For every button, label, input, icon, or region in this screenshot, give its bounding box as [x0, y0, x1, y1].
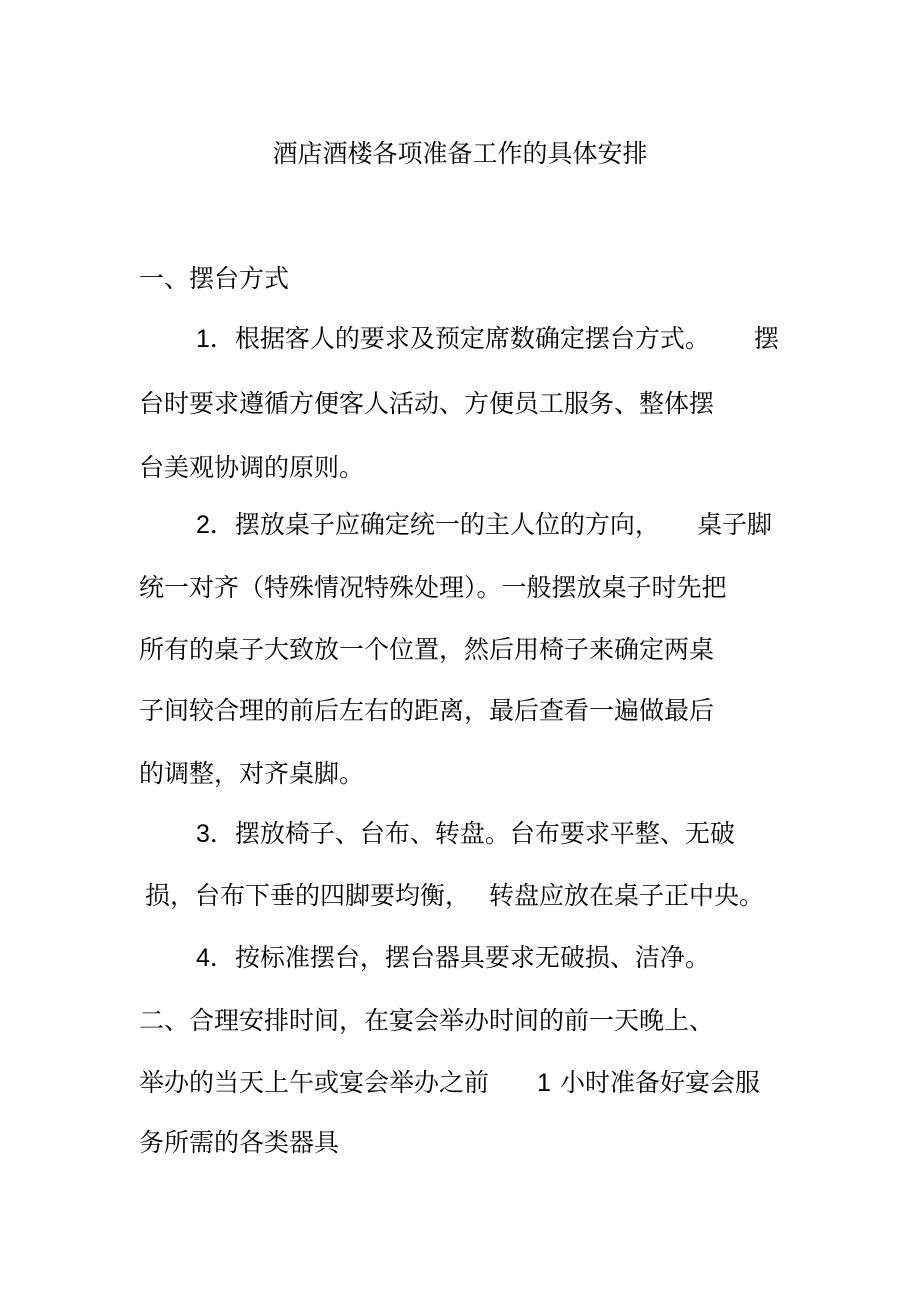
item-4-number: 4．: [196, 944, 235, 972]
section-1-heading: 一、摆台方式: [139, 264, 290, 293]
item-2-text-continued: 桌子脚: [697, 510, 773, 539]
item-3-text: 摆放椅子、台布、转盘。台布要求平整、无破: [234, 819, 735, 848]
item-2-line-4: 子间较合理的前后左右的距离，最后查看一遍做最后: [139, 696, 715, 725]
item-1-first-line: [196, 323, 710, 355]
document-title: 酒店酒楼各项准备工作的具体安排: [272, 139, 648, 168]
item-2-line-5: 的调整，对齐桌脚。: [139, 759, 365, 788]
item-3-first-line: [196, 818, 735, 850]
item-2-line-2: 统一对齐（特殊情况特殊处理）。一般摆放桌子时先把: [139, 573, 727, 602]
item-4-text: 按标准摆台，摆台器具要求无破损、洁净。: [234, 943, 710, 972]
item-3-line-2-continued: 转盘应放在桌子正中央。: [489, 881, 765, 910]
item-1-text: 根据客人的要求及预定席数确定摆台方式。: [234, 324, 710, 353]
section-2-line-1: 举办的当天上午或宴会举办之前: [139, 1068, 490, 1097]
item-1-number: 1．: [196, 325, 235, 353]
section-2-heading: 二、合理安排时间，在宴会举办时间的前一天晚上、: [139, 1006, 715, 1035]
item-3-number: 3．: [196, 820, 235, 848]
item-1-line-3: 台美观协调的原则。: [139, 453, 365, 482]
item-2-number: 2．: [196, 511, 235, 539]
section-2-line-1-continued: 小时准备好宴会服: [560, 1068, 761, 1097]
item-4-first-line: [196, 942, 710, 974]
item-3-line-2: 损，台布下垂的四脚要均衡，: [145, 881, 471, 910]
item-2-line-3: 所有的桌子大致放一个位置，然后用椅子来确定两桌: [139, 635, 715, 664]
section-2-hour-number: 1: [537, 1069, 551, 1097]
section-2-line-2: 务所需的各类器具: [139, 1128, 340, 1157]
item-2-text: 摆放桌子应确定统一的主人位的方向，: [234, 510, 660, 539]
item-1-line-2: 台时要求遵循方便客人活动、方便员工服务、整体摆: [139, 389, 715, 418]
item-2-first-line: [196, 509, 660, 541]
item-1-text-continued: 摆: [754, 324, 780, 353]
